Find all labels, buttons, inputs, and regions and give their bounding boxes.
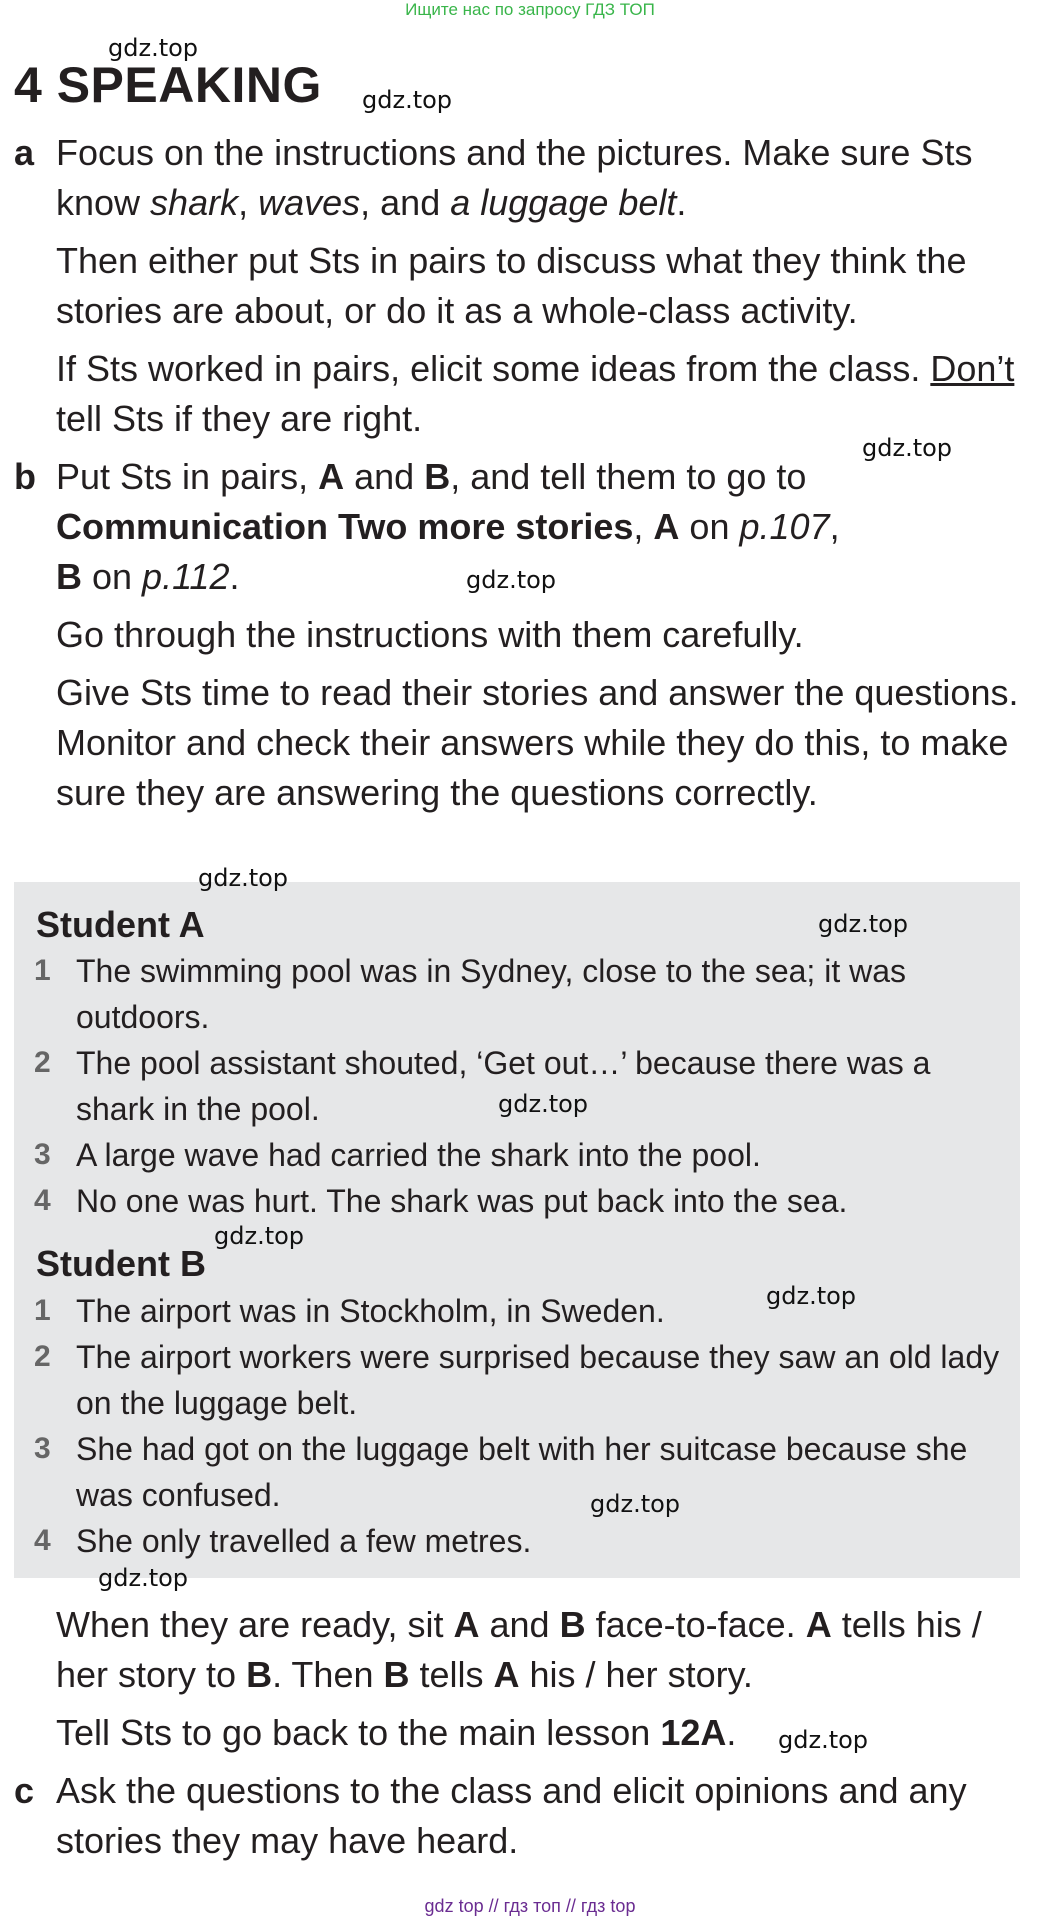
watermark: gdz.top <box>862 434 953 462</box>
paragraph-b-3: Give Sts time to read their stories and answer the questions. Monitor and check their answers while they do this, to make sure they are answering the questions correctly. <box>56 672 1019 813</box>
watermark: gdz.top <box>466 566 557 594</box>
student-a-item: 2 The pool assistant shouted, ‘Get out…’ because there was a shark in the pool. <box>34 1045 931 1127</box>
watermark: gdz.top <box>498 1090 589 1118</box>
section-title: 4 SPEAKING <box>14 57 322 113</box>
paragraph-b-1: Put Sts in pairs, A and B, and tell them to go to Communication Two more stories, A on p.107, B on p.112. <box>56 456 840 597</box>
watermark: gdz.top <box>198 864 289 892</box>
paragraph-a-2: Then either put Sts in pairs to discuss what they think the stories are about, or do it as a whole-class activity. <box>56 240 967 331</box>
paragraph-b-4: When they are ready, sit A and B face-to-face. A tells his / her story to B. Then B tells A his / her story. <box>56 1604 982 1695</box>
paragraph-a-1: Focus on the instructions and the pictures. Make sure Sts know shark, waves, and a luggage belt. <box>56 132 973 223</box>
student-a-heading: Student A <box>36 904 205 945</box>
watermark: gdz.top <box>98 1564 189 1592</box>
student-a-item: 1 The swimming pool was in Sydney, close to the sea; it was outdoors. <box>34 953 906 1035</box>
watermark: gdz.top <box>778 1726 869 1754</box>
student-b-item: 4 She only travelled a few metres. <box>34 1523 532 1559</box>
watermark: gdz.top <box>766 1282 857 1310</box>
paragraph-b-2: Go through the instructions with them carefully. <box>56 614 804 655</box>
paragraph-label-b: b <box>14 456 36 497</box>
paragraph-b-5: Tell Sts to go back to the main lesson 12A. <box>56 1712 737 1753</box>
paragraph-a-3: If Sts worked in pairs, elicit some ideas from the class. Don’t tell Sts if they are right. <box>56 348 1015 439</box>
paragraph-c-1: Ask the questions to the class and elicit opinions and any stories they may have heard. <box>56 1770 967 1861</box>
paragraph-label-a: a <box>14 132 35 173</box>
paragraph-label-c: c <box>14 1770 35 1811</box>
footer: gdz top // гдз топ // гдз top <box>424 1896 636 1916</box>
student-a-item: 3 A large wave had carried the shark into the pool. <box>34 1137 761 1173</box>
watermark: gdz.top <box>362 86 453 114</box>
watermark: gdz.top <box>818 910 909 938</box>
student-a-item: 4 No one was hurt. The shark was put back into the sea. <box>34 1183 848 1219</box>
watermark: gdz.top <box>590 1490 681 1518</box>
student-b-heading: Student B <box>36 1243 206 1284</box>
watermark: gdz.top <box>214 1222 305 1250</box>
student-b-item: 3 She had got on the luggage belt with her suitcase because she was confused. <box>34 1431 968 1513</box>
student-b-item: 2 The airport workers were surprised because they saw an old lady on the luggage belt. <box>34 1339 1000 1421</box>
student-b-item: 1 The airport was in Stockholm, in Sweden. <box>34 1293 665 1329</box>
watermark: gdz.top <box>108 34 199 62</box>
top-banner: Ищите нас по запросу ГДЗ ТОП <box>405 0 655 19</box>
